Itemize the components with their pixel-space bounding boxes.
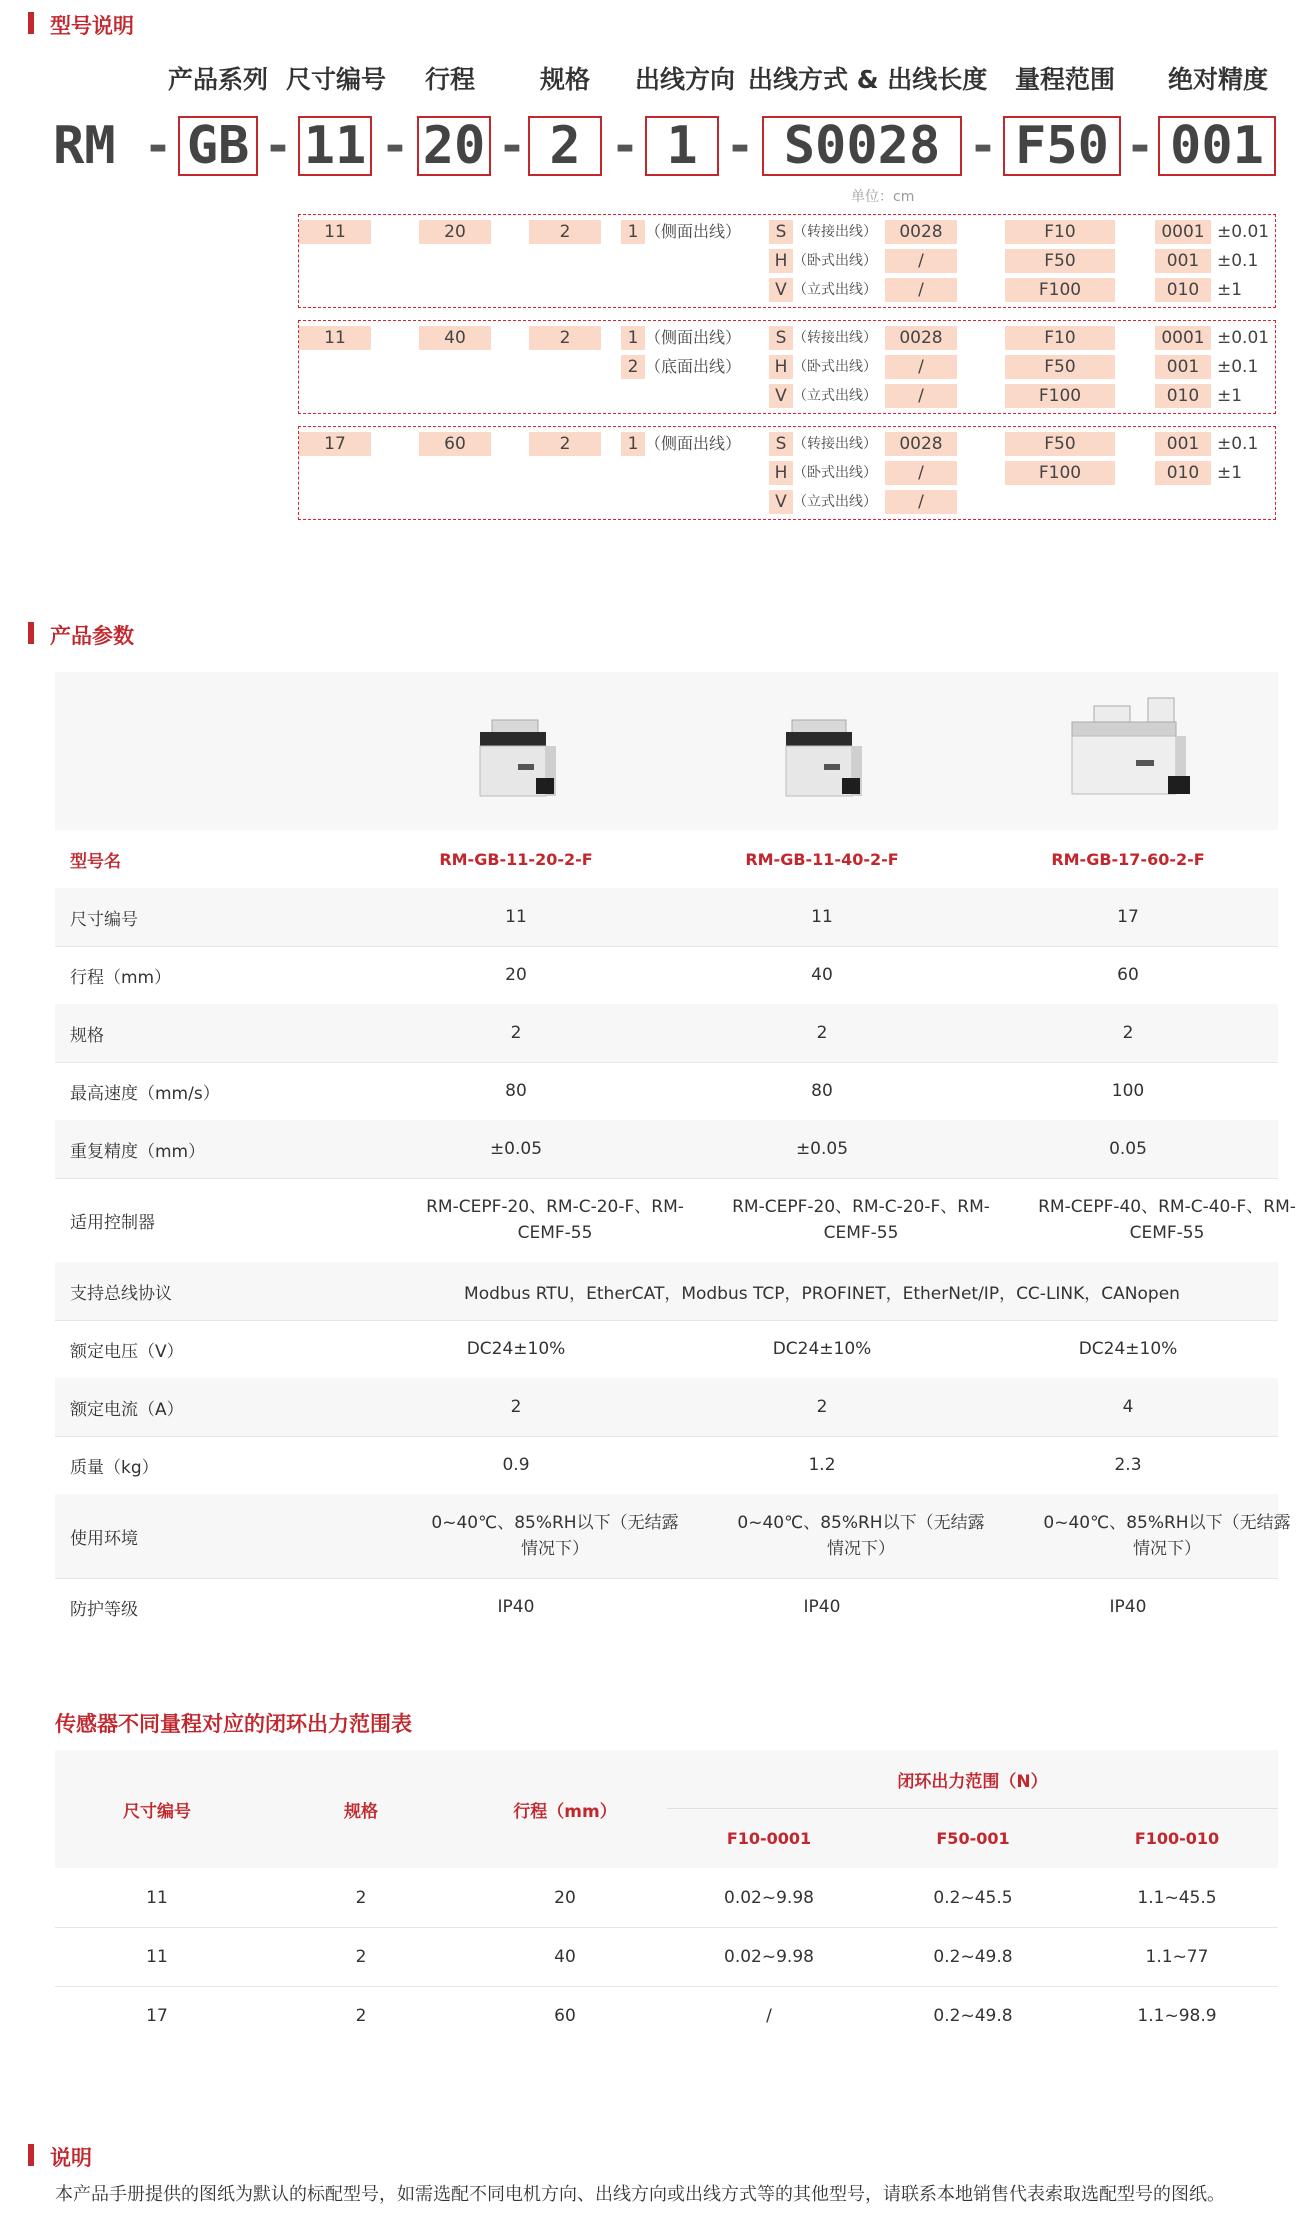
table-cell: 80 [505, 1081, 527, 1101]
table-cell: 1.1~77 [1145, 1946, 1209, 1967]
sub-column-header: F10-0001 [726, 1828, 812, 1848]
table-row [55, 888, 1278, 947]
accuracy-value: ±0.01 [1217, 222, 1270, 242]
header-accuracy: 绝对精度 [1167, 65, 1268, 94]
range-option: F50 [1005, 249, 1115, 273]
accuracy-value: ±0.1 [1217, 434, 1259, 454]
outlet-label: （转接出线） [793, 436, 877, 452]
table-cell: 1.1~45.5 [1137, 1887, 1217, 1908]
table-cell: 100 [1111, 1081, 1145, 1101]
table-cell: 1.1~98.9 [1137, 2005, 1217, 2026]
table-cell: 2 [355, 1887, 367, 1908]
code-series: GB [178, 116, 258, 176]
model-column-header: RM-GB-11-40-2-F [745, 849, 899, 869]
section-title-text: 说明 [50, 2146, 92, 2170]
table-row [55, 1986, 1278, 2045]
accuracy-value: ±1 [1217, 280, 1243, 300]
code-dash: - [730, 118, 750, 174]
table-row [55, 1868, 1278, 1928]
range-table-title: 传感器不同量程对应的闭环出力范围表 [55, 1712, 412, 1736]
outlet-option: S [769, 326, 793, 350]
stroke-option: 60 [419, 432, 491, 456]
table-cell: 17 [146, 2005, 168, 2026]
accuracy-option: 0001 [1155, 220, 1211, 244]
direction-option: 1 [621, 220, 645, 244]
group-header-label: 闭环出力范围（N） [897, 1771, 1048, 1792]
table-cell: 2 [355, 1946, 367, 1967]
column-header: 尺寸编号 [123, 1801, 191, 1822]
outlet-label: （立式出线） [793, 388, 877, 404]
table-cell: IP40 [803, 1597, 841, 1617]
table-cell: 2 [355, 2005, 367, 2026]
table-cell: 11 [146, 1946, 168, 1967]
range-option: F100 [1005, 278, 1115, 302]
outlet-label: （转接出线） [793, 224, 877, 240]
code-size: 11 [298, 116, 372, 176]
header-size: 尺寸编号 [286, 65, 387, 94]
row-label: 使用环境 [70, 1528, 138, 1549]
size-option: 11 [299, 220, 371, 244]
table-cell: 20 [554, 1887, 576, 1908]
table-row [55, 1262, 1278, 1321]
table-row [55, 1578, 1278, 1636]
length-option: 0028 [885, 432, 957, 456]
direction-option: 2 [621, 355, 645, 379]
outlet-label: （卧式出线） [793, 359, 877, 375]
row-label: 最高速度（mm/s） [70, 1083, 220, 1104]
outlet-label: （立式出线） [793, 494, 877, 510]
outlet-option: H [769, 355, 793, 379]
column-header: 行程（mm） [513, 1801, 617, 1822]
product-image-gripper-17-60 [1064, 694, 1204, 814]
table-cell: DC24±10% [466, 1339, 566, 1359]
row-label: 额定电压（V） [70, 1341, 184, 1362]
row-label: 尺寸编号 [70, 909, 138, 930]
range-option: F50 [1005, 432, 1115, 456]
table-cell: 2.3 [1114, 1455, 1142, 1475]
row-label: 防护等级 [70, 1599, 138, 1620]
product-image-gripper-11-40 [774, 712, 894, 812]
table-cell: 20 [505, 965, 527, 985]
code-stroke: 20 [417, 116, 491, 176]
direction-option: 1 [621, 432, 645, 456]
section-title-notes [28, 2142, 92, 2172]
table-cell: 11 [811, 907, 833, 927]
note-text: 本产品手册提供的图纸为默认的标配型号，如需选配不同电机方向、出线方向或出线方式等的其他型号，请联系本地销售代表索取选配型号的图纸。 [55, 2184, 1225, 2205]
accuracy-option: 010 [1155, 461, 1211, 485]
code-dash: - [502, 118, 522, 174]
sub-column-header: F100-010 [1134, 1828, 1220, 1848]
direction-label: （侧面出线） [645, 434, 742, 453]
table-cell: 11 [146, 1887, 168, 1908]
outlet-option: V [769, 278, 793, 302]
table-row [55, 1004, 1278, 1063]
row-label: 规格 [70, 1025, 104, 1046]
table-cell: 0.2~45.5 [933, 1887, 1013, 1908]
table-row [55, 1927, 1278, 1987]
section-title-params [28, 620, 134, 650]
direction-label: （侧面出线） [645, 328, 742, 347]
accuracy-option: 001 [1155, 355, 1211, 379]
table-cell: 40 [811, 965, 833, 985]
table-cell: 0~40℃、85%RH以下（无结露情况下） [1043, 1513, 1291, 1559]
table-cell: 60 [1117, 965, 1139, 985]
table-cell: ±0.05 [795, 1139, 849, 1159]
table-cell: 2 [510, 1023, 522, 1043]
table-row [55, 1320, 1278, 1379]
direction-option: 1 [621, 326, 645, 350]
table-cell: 2 [816, 1397, 828, 1417]
code-dash: - [268, 118, 288, 174]
accuracy-option: 0001 [1155, 326, 1211, 350]
accuracy-value: ±1 [1217, 386, 1243, 406]
length-option: / [885, 249, 957, 273]
spec-option: 2 [529, 326, 601, 350]
stroke-option: 20 [419, 220, 491, 244]
table-cell: 40 [554, 1946, 576, 1967]
table-cell: 17 [1117, 907, 1139, 927]
direction-label: （底面出线） [645, 357, 742, 376]
accuracy-option: 010 [1155, 278, 1211, 302]
table-cell: 4 [1122, 1397, 1134, 1417]
outlet-option: V [769, 384, 793, 408]
table-row [55, 1494, 1291, 1579]
column-header: 规格 [344, 1801, 378, 1822]
sub-column-header: F50-001 [936, 1828, 1010, 1848]
table-row [55, 1120, 1278, 1179]
table-cell: 2 [510, 1397, 522, 1417]
table-cell: RM-CEPF-20、RM-C-20-F、RM-CEMF-55 [426, 1197, 684, 1243]
outlet-label: （转接出线） [793, 330, 877, 346]
table-cell: 0.05 [1109, 1139, 1147, 1159]
code-spec: 2 [528, 116, 602, 176]
outlet-label: （卧式出线） [793, 465, 877, 481]
range-option: F10 [1005, 326, 1115, 350]
accuracy-option: 001 [1155, 432, 1211, 456]
section-title-text: 型号说明 [50, 14, 134, 38]
outlet-label: （立式出线） [793, 282, 877, 298]
table-cell: IP40 [1109, 1597, 1147, 1617]
table-cell: 0.02~9.98 [724, 1887, 814, 1908]
table-cell: 80 [811, 1081, 833, 1101]
outlet-option: S [769, 432, 793, 456]
length-option: / [885, 355, 957, 379]
table-cell: IP40 [497, 1597, 535, 1617]
row-label: 质量（kg） [70, 1457, 159, 1478]
option-group [298, 320, 1276, 414]
row-label: 重复精度（mm） [70, 1141, 206, 1162]
range-option: F50 [1005, 355, 1115, 379]
code-dash: - [615, 118, 635, 174]
stroke-option: 40 [419, 326, 491, 350]
size-option: 17 [299, 432, 371, 456]
table-cell: 0~40℃、85%RH以下（无结露情况下） [737, 1513, 985, 1559]
accuracy-value: ±1 [1217, 463, 1243, 483]
header-series: 产品系列 [168, 65, 269, 94]
spec-option: 2 [529, 432, 601, 456]
size-option: 11 [299, 326, 371, 350]
spec-option: 2 [529, 220, 601, 244]
table-header-row [55, 1750, 1278, 1868]
table-cell-span: Modbus RTU，EtherCAT，Modbus TCP，PROFINET，EtherNet/IP，CC-LINK，CANopen [464, 1283, 1180, 1304]
model-name-header: 型号名 [70, 851, 121, 872]
table-cell: 0.9 [502, 1455, 530, 1475]
accuracy-option: 010 [1155, 384, 1211, 408]
table-row [55, 1062, 1278, 1121]
table-cell: / [766, 2005, 772, 2026]
table-cell: RM-CEPF-20、RM-C-20-F、RM-CEMF-55 [732, 1197, 990, 1243]
range-option: F100 [1005, 461, 1115, 485]
code-direction: 1 [645, 116, 719, 176]
table-row [55, 1378, 1278, 1437]
option-group [298, 426, 1276, 520]
model-column-header: RM-GB-11-20-2-F [439, 849, 593, 869]
direction-label: （侧面出线） [645, 222, 742, 241]
table-cell: 2 [1122, 1023, 1134, 1043]
range-option: F100 [1005, 384, 1115, 408]
length-option: / [885, 384, 957, 408]
table-header-row [55, 830, 1278, 889]
table-cell: 1.2 [808, 1455, 836, 1475]
header-range: 量程范围 [1014, 65, 1115, 94]
accuracy-value: ±0.1 [1217, 357, 1259, 377]
table-cell: 11 [505, 907, 527, 927]
unit-label: 单位：cm [851, 189, 915, 205]
table-cell: RM-CEPF-40、RM-C-40-F、RM-CEMF-55 [1038, 1197, 1296, 1243]
section-title-model [28, 10, 134, 40]
header-direction: 出线方向 [634, 65, 735, 94]
header-outlet: 出线方式 & 出线长度 [748, 65, 988, 94]
table-cell: 0~40℃、85%RH以下（无结露情况下） [431, 1513, 679, 1559]
section-title-text: 产品参数 [50, 624, 134, 648]
outlet-label: （卧式出线） [793, 253, 877, 269]
accuracy-value: ±0.01 [1217, 328, 1270, 348]
code-dash: - [973, 118, 993, 174]
header-spec: 规格 [539, 65, 590, 94]
table-cell: DC24±10% [772, 1339, 872, 1359]
range-option: F10 [1005, 220, 1115, 244]
table-cell: ±0.05 [489, 1139, 543, 1159]
outlet-option: V [769, 490, 793, 514]
length-option: 0028 [885, 220, 957, 244]
table-cell: 0.2~49.8 [933, 2005, 1013, 2026]
option-group [298, 214, 1276, 308]
table-cell: 2 [816, 1023, 828, 1043]
code-dash: - [1130, 118, 1150, 174]
table-cell: 60 [554, 2005, 576, 2026]
outlet-option: H [769, 249, 793, 273]
length-option: / [885, 490, 957, 514]
code-dash: - [148, 118, 168, 174]
code-outlet: S0028 [762, 116, 962, 176]
row-label: 支持总线协议 [70, 1283, 172, 1304]
code-accuracy: 001 [1158, 116, 1276, 176]
table-row [55, 1436, 1278, 1495]
table-cell: DC24±10% [1078, 1339, 1178, 1359]
code-dash: - [385, 118, 405, 174]
table-cell: 0.02~9.98 [724, 1946, 814, 1967]
length-option: / [885, 461, 957, 485]
table-row [55, 1178, 1296, 1263]
length-option: / [885, 278, 957, 302]
table-cell: 0.2~49.8 [933, 1946, 1013, 1967]
product-image-gripper-11-20 [468, 712, 588, 812]
outlet-option: H [769, 461, 793, 485]
table-row [55, 946, 1278, 1005]
row-label: 适用控制器 [70, 1212, 155, 1233]
model-column-header: RM-GB-17-60-2-F [1051, 849, 1205, 869]
outlet-option: S [769, 220, 793, 244]
row-label: 行程（mm） [70, 967, 172, 988]
header-stroke: 行程 [424, 65, 475, 94]
code-range: F50 [1003, 116, 1121, 176]
accuracy-value: ±0.1 [1217, 251, 1259, 271]
code-prefix: RM [53, 116, 116, 176]
length-option: 0028 [885, 326, 957, 350]
accuracy-option: 001 [1155, 249, 1211, 273]
row-label: 额定电流（A） [70, 1399, 184, 1420]
